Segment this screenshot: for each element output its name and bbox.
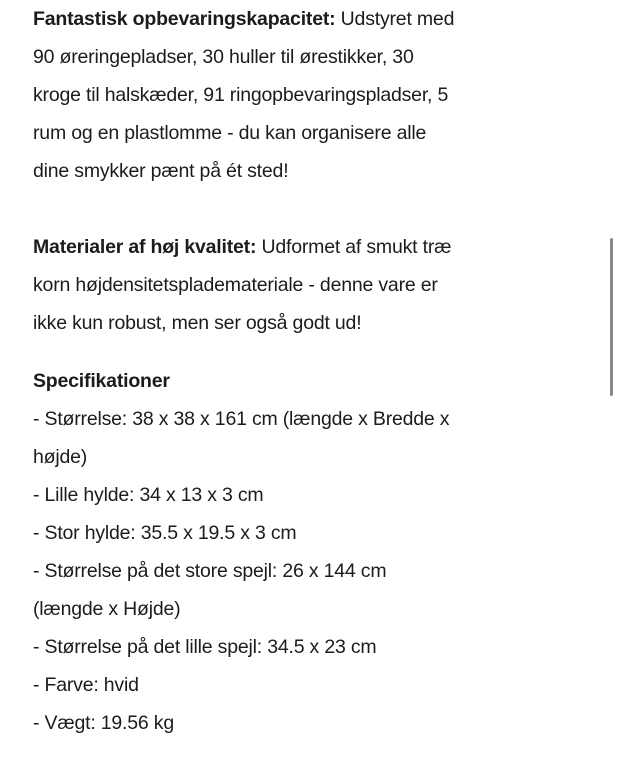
section-spacer (33, 190, 593, 228)
section-capacity (33, 0, 593, 190)
materials-line-3: ikke kun robust, men ser også godt ud! (33, 312, 362, 334)
specs-heading: Specifikationer (33, 370, 170, 392)
spec-item: - Lille hylde: 34 x 13 x 3 cm (33, 484, 264, 506)
capacity-line-4: rum og en plastlomme - du kan organisere alle (33, 122, 427, 144)
spec-item: - Størrelse: 38 x 38 x 161 cm (længde x Bredde x (33, 408, 450, 430)
spec-item: - Størrelse på det store spejl: 26 x 144 cm (33, 560, 387, 582)
capacity-line-5: dine smykker pænt på ét sted! (33, 160, 289, 182)
section-materials (33, 228, 593, 342)
product-description (33, 0, 593, 742)
spec-item: - Vægt: 19.56 kg (33, 712, 174, 734)
capacity-text: Udstyret med (335, 8, 455, 30)
section-specs (33, 362, 593, 742)
spec-item: - Farve: hvid (33, 674, 139, 696)
materials-text: Udformet af smukt træ (256, 236, 452, 258)
materials-line-2: korn højdensitetsplademateriale - denne vare er (33, 274, 438, 296)
section-spacer (33, 342, 593, 362)
capacity-line-2: 90 øreringepladser, 30 huller til ørestikker, 30 (33, 46, 414, 68)
vertical-scrollbar[interactable] (610, 238, 613, 396)
spec-item: - Størrelse på det lille spejl: 34.5 x 23 cm (33, 636, 377, 658)
capacity-heading: Fantastisk opbevaringskapacitet: (33, 8, 336, 30)
capacity-line-1 (33, 0, 593, 38)
materials-line-1 (33, 228, 593, 266)
spec-item: (længde x Højde) (33, 598, 181, 620)
capacity-line-3: kroge til halskæder, 91 ringopbevaringspladser, 5 (33, 84, 449, 106)
materials-heading: Materialer af høj kvalitet: (33, 236, 257, 258)
spec-item: - Stor hylde: 35.5 x 19.5 x 3 cm (33, 522, 297, 544)
spec-item: højde) (33, 446, 88, 468)
